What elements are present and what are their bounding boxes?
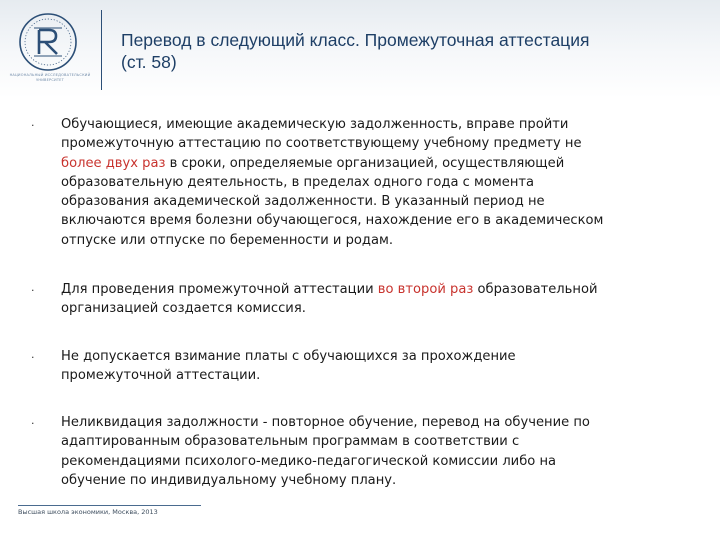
bullet-text [61,280,671,319]
bullet-line [61,366,671,385]
text-run: Не допускается взимание платы с обучающихся за прохождение [61,349,516,364]
highlighted-text: более двух раз [61,155,166,171]
text-run: Обучающиеся, имеющие академическую задолженность, вправе пройти [61,117,569,132]
bullet-line [61,280,671,299]
bullet-line [61,115,671,134]
text-run: промежуточной аттестации. [61,368,261,384]
bullet-line [61,134,671,153]
bullet-dot-icon: · [31,284,35,297]
bullet-dot-icon: · [31,351,35,364]
footer-copyright: Высшая школа экономики, Москва, 2013 [18,508,158,516]
footer-divider [18,505,201,506]
text-run: обучение по индивидуальному учебному плану. [61,472,397,488]
text-run: Неликвидация задолжности - повторное обучение, перевод на обучение по [61,415,590,430]
bullet-line [61,173,671,192]
text-run: образования академической задолженности. В указанный период не [61,194,545,210]
text-run: рекомендациями психолого-медико-педагогической комиссии либо на [61,453,557,469]
text-run: организацией создается комиссия. [61,301,306,317]
text-run: образовательную деятельность, в пределах одного года с момента [61,174,535,190]
bullet-line [61,432,671,451]
text-run: включаются время болезни обучающегося, нахождение его в академическом [61,213,604,229]
bullet-line [61,154,671,173]
bullet-line [61,192,671,211]
bullet-line [61,211,671,230]
bullet-line [61,231,671,250]
bullet-text [61,413,671,490]
highlighted-text: во второй раз [377,282,474,297]
bullet-text [61,347,671,386]
bullet-text [61,115,671,250]
bullet-line [61,452,671,471]
bullet-dot-icon: · [31,417,35,430]
logo-tagline: НАЦИОНАЛЬНЫЙ ИССЛЕДОВАТЕЛЬСКИЙ УНИВЕРСИТЕТ [9,73,91,82]
title-line-1: Перевод в следующий класс. Промежуточная аттестация [121,30,590,50]
text-run: Для проведения промежуточной аттестации [61,282,378,297]
bullet-line [61,471,671,490]
title-line-2: (ст. 58) [121,52,177,72]
text-run: промежуточную аттестацию по соответствующему учебному предмету не [61,136,582,152]
text-run: адаптированным образовательным программам в соответствии с [61,434,520,450]
bullet-line [61,299,671,318]
text-run: образовательной [473,282,598,297]
bullet-line [61,347,671,366]
bullet-line [61,413,671,432]
bullet-dot-icon: · [31,119,35,132]
text-run: в сроки, определяемые организацией, осуществляющей [165,155,565,171]
text-run: отпуске или отпуске по беременности и родам. [61,232,394,248]
